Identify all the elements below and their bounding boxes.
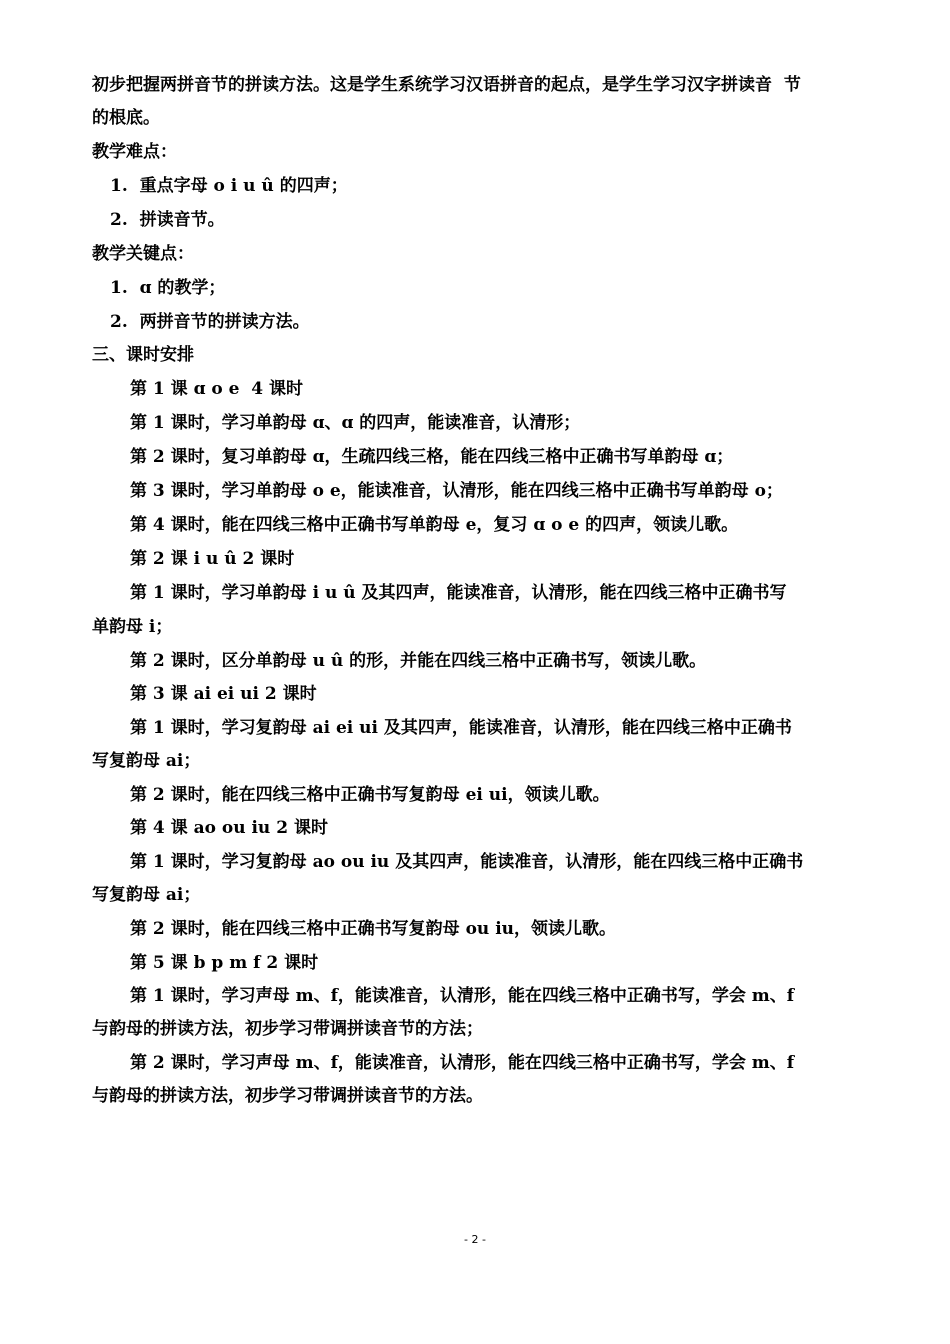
paragraph-line: 第 4 课时，能在四线三格中正确书写单韵母 e，复习 ɑ o e 的四声，领读儿歌。 bbox=[130, 515, 739, 535]
lesson-heading: 第 2 课 i u û 2 课时 bbox=[130, 549, 295, 569]
lesson-heading: 第 1 课 ɑ o e 4 课时 bbox=[130, 379, 304, 399]
paragraph-line: 第 1 课时，学习声母 m、f，能读准音，认清形，能在四线三格中正确书写，学会 m、f bbox=[130, 986, 795, 1006]
page-number: - 2 - bbox=[464, 1233, 486, 1246]
paragraph-line: 第 2 课时，学习声母 m、f，能读准音，认清形，能在四线三格中正确书写，学会 m、f bbox=[130, 1053, 795, 1073]
paragraph-line: 第 2 课时，区分单韵母 u û 的形，并能在四线三格中正确书写，领读儿歌。 bbox=[130, 651, 707, 671]
section-heading: 三、课时安排 bbox=[92, 345, 194, 365]
paragraph-line: 与韵母的拼读方法，初步学习带调拼读音节的方法； bbox=[92, 1019, 483, 1039]
lesson-heading: 第 4 课 ao ou iu 2 课时 bbox=[130, 818, 328, 838]
paragraph-line: 写复韵母 ai； bbox=[92, 751, 201, 771]
paragraph-line: 第 3 课时，学习单韵母 o e，能读准音，认清形，能在四线三格中正确书写单韵母 o； bbox=[130, 481, 783, 501]
list-item: 2. 拼读音节。 bbox=[110, 210, 225, 230]
lesson-heading: 第 3 课 ai ei ui 2 课时 bbox=[130, 684, 317, 704]
paragraph-line: 写复韵母 ai； bbox=[92, 885, 201, 905]
section-heading: 教学难点： bbox=[92, 142, 177, 162]
paragraph-line: 初步把握两拼音节的拼读方法。这是学生系统学习汉语拼音的起点，是学生学习汉字拼读音 节 bbox=[92, 75, 801, 95]
paragraph-line: 与韵母的拼读方法，初步学习带调拼读音节的方法。 bbox=[92, 1086, 483, 1106]
list-item: 1. 重点字母 o i u û 的四声； bbox=[110, 176, 348, 196]
paragraph-line: 单韵母 i； bbox=[92, 617, 173, 637]
list-item: 1. ɑ 的教学； bbox=[110, 278, 226, 298]
paragraph-line: 第 2 课时，能在四线三格中正确书写复韵母 ou iu，领读儿歌。 bbox=[130, 919, 617, 939]
paragraph-line: 第 2 课时，能在四线三格中正确书写复韵母 ei ui，领读儿歌。 bbox=[130, 785, 610, 805]
section-heading: 教学关键点： bbox=[92, 244, 194, 264]
paragraph-line: 第 2 课时，复习单韵母 ɑ，生疏四线三格，能在四线三格中正确书写单韵母 ɑ； bbox=[130, 447, 734, 467]
list-item: 2. 两拼音节的拼读方法。 bbox=[110, 312, 310, 332]
paragraph-line: 第 1 课时，学习单韵母 ɑ、ɑ 的四声，能读准音，认清形； bbox=[130, 413, 581, 433]
paragraph-line: 第 1 课时，学习复韵母 ai ei ui 及其四声，能读准音，认清形，能在四线三格中正确书 bbox=[130, 718, 792, 738]
paragraph-line: 第 1 课时，学习单韵母 i u û 及其四声，能读准音，认清形，能在四线三格中正确书写 bbox=[130, 583, 787, 603]
lesson-heading: 第 5 课 b p m f 2 课时 bbox=[130, 953, 319, 973]
paragraph-line: 的根底。 bbox=[92, 108, 160, 128]
paragraph-line: 第 1 课时，学习复韵母 ao ou iu 及其四声，能读准音，认清形，能在四线三格中正确书 bbox=[130, 852, 804, 872]
